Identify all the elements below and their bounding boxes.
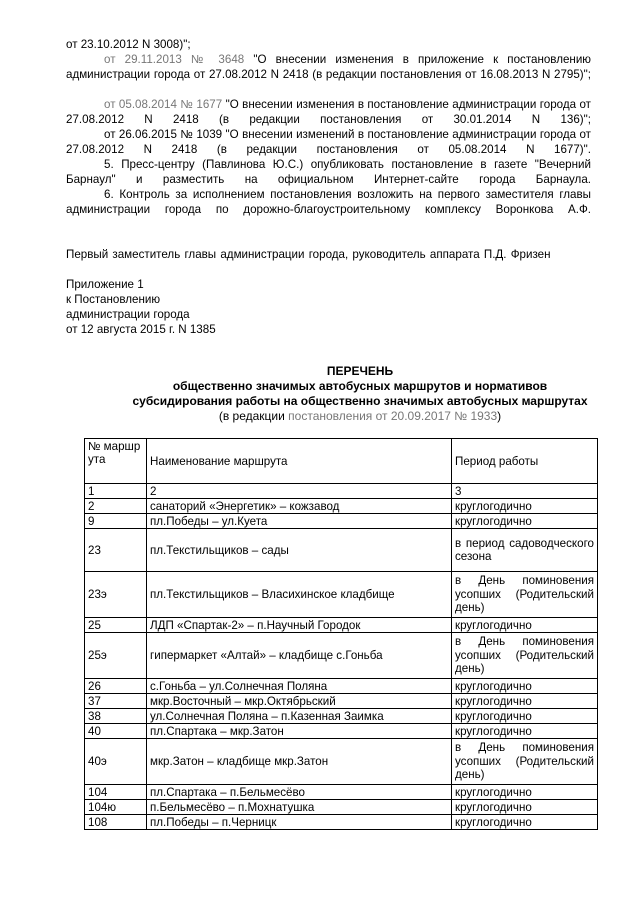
index-cell-2: 2 (147, 484, 452, 499)
table-row (85, 815, 598, 830)
route-period-cell: круглогодично (452, 514, 598, 529)
header-route-number: № маршрута (85, 439, 147, 484)
table-row (85, 514, 598, 529)
paragraph-control: 6. Контроль за исполнением постановления возложить на первого заместителя главы администрации города по дорожно-благоустроительному комплексу Воронкова А.Ф. (66, 188, 591, 216)
route-number-cell: 23э (85, 572, 147, 618)
route-name-cell: пл.Текстильщиков – сады (147, 529, 452, 572)
route-period-cell: круглогодично (452, 499, 598, 514)
list-subtitle-1: общественно значимых автобусных маршрутов и нормативов (172, 379, 548, 393)
route-name-cell: гипермаркет «Алтай» – кладбище с.Гоньба (147, 633, 452, 679)
edition-close: ) (497, 409, 502, 423)
table-row (85, 572, 598, 618)
route-number-cell: 40 (85, 724, 147, 739)
table-row (85, 618, 598, 633)
route-period-cell: круглогодично (452, 618, 598, 633)
route-period-cell: круглогодично (452, 694, 598, 709)
paragraph-2014-amendment (66, 97, 591, 127)
list-title: ПЕРЕЧЕНЬ (326, 364, 394, 378)
route-period-cell: круглогодично (452, 709, 598, 724)
edition-reference: постановления от 20.09.2017 № 1933 (288, 409, 498, 423)
list-subtitle-2: субсидирования работы на общественно значимых автобусных маршрутах (132, 394, 588, 408)
edition-open: (в редакции (218, 409, 289, 423)
table-row (85, 709, 598, 724)
route-period-cell: в День поминовения усопших (Родительский день) (452, 739, 598, 785)
route-period-cell: круглогодично (452, 800, 598, 815)
amendment-text-2013: "О внесении изменения в приложение к постановлению администрации города от 27.08.2012 N 2418 (в редакции постановления от 16.08.2013 N 2795)"; (66, 53, 591, 81)
route-period-cell: в День поминовения усопших (Родительский день) (452, 633, 598, 679)
index-cell-3: 3 (452, 484, 598, 499)
paragraph-press-center: 5. Пресс-центру (Павлинова Ю.С.) опубликовать постановление в газете "Вечерний Барнаул" и разместить на официальном Интернет-сайте города Барнаула. (66, 158, 591, 186)
table-header-row (85, 439, 598, 484)
route-number-cell: 2 (85, 499, 147, 514)
header-period: Период работы (452, 439, 598, 484)
table-row (85, 724, 598, 739)
route-name-cell: п.Бельмесёво – п.Мохнатушка (147, 800, 452, 815)
table-row (85, 679, 598, 694)
signature-line: Первый заместитель главы администрации города, руководитель аппарата П.Д. Фризен (66, 248, 551, 261)
route-number-cell: 23 (85, 529, 147, 572)
route-name-cell: пл.Спартака – мкр.Затон (147, 724, 452, 739)
route-period-cell: круглогодично (452, 724, 598, 739)
table-row (85, 499, 598, 514)
routes-table (84, 438, 598, 830)
appendix-line-4: от 12 августа 2015 г. N 1385 (66, 323, 216, 336)
route-period-cell: круглогодично (452, 815, 598, 830)
appendix-line-1: Приложение 1 (66, 278, 144, 291)
route-number-cell: 104 (85, 785, 147, 800)
table-row (85, 633, 598, 679)
route-name-cell: пл.Победы – ул.Куета (147, 514, 452, 529)
route-name-cell: с.Гоньба – ул.Солнечная Поляна (147, 679, 452, 694)
edition-note (80, 409, 640, 424)
paragraph-2015-amendment: от 26.06.2015 № 1039 "О внесении изменений в постановление администрации города от 27.08.2012 N 2418 (в редакции постановления от 05.08.2014 N 1677)". (66, 128, 591, 156)
route-name-cell: пл.Текстильщиков – Власихинское кладбище (147, 572, 452, 618)
table-row (85, 785, 598, 800)
route-number-cell: 26 (85, 679, 147, 694)
route-name-cell: мкр.Затон – кладбище мкр.Затон (147, 739, 452, 785)
text-line-1: от 23.10.2012 N 3008)"; (66, 38, 191, 51)
table-row (85, 800, 598, 815)
route-name-cell: санаторий «Энергетик» – кожзавод (147, 499, 452, 514)
route-number-cell: 25 (85, 618, 147, 633)
route-period-cell: в период садоводческого сезона (452, 529, 598, 572)
route-number-cell: 9 (85, 514, 147, 529)
route-number-cell: 104ю (85, 800, 147, 815)
route-name-cell: мкр.Восточный – мкр.Октябрьский (147, 694, 452, 709)
table-row (85, 694, 598, 709)
route-name-cell: ЛДП «Спартак-2» – п.Научный Городок (147, 618, 452, 633)
route-name-cell: ул.Солнечная Поляна – п.Казенная Заимка (147, 709, 452, 724)
route-number-cell: 37 (85, 694, 147, 709)
route-number-cell: 40э (85, 739, 147, 785)
amendment-text-2014: "О внесении изменения в постановление администрации города от 27.08.2012 N 2418 (в редакции постановления от 30.01.2014 N 136)"; (66, 98, 591, 126)
route-period-cell: в День поминовения усопших (Родительский день) (452, 572, 598, 618)
route-period-cell: круглогодично (452, 785, 598, 800)
paragraph-2013-amendment (66, 52, 591, 82)
amendment-ref-2013: от 29.11.2013 № 3648 (104, 53, 245, 66)
route-number-cell: 25э (85, 633, 147, 679)
table-index-row (85, 484, 598, 499)
route-name-cell: пл.Победы – п.Черницк (147, 815, 452, 830)
route-period-cell: круглогодично (452, 679, 598, 694)
table-row (85, 739, 598, 785)
header-route-name: Наименование маршрута (147, 439, 452, 484)
route-name-cell: пл.Спартака – п.Бельмесёво (147, 785, 452, 800)
appendix-line-3: администрации города (66, 308, 190, 321)
table-row (85, 529, 598, 572)
appendix-line-2: к Постановлению (66, 293, 161, 306)
route-number-cell: 38 (85, 709, 147, 724)
route-number-cell: 108 (85, 815, 147, 830)
index-cell-1: 1 (85, 484, 147, 499)
amendment-ref-2014: от 05.08.2014 № 1677 (104, 98, 223, 111)
